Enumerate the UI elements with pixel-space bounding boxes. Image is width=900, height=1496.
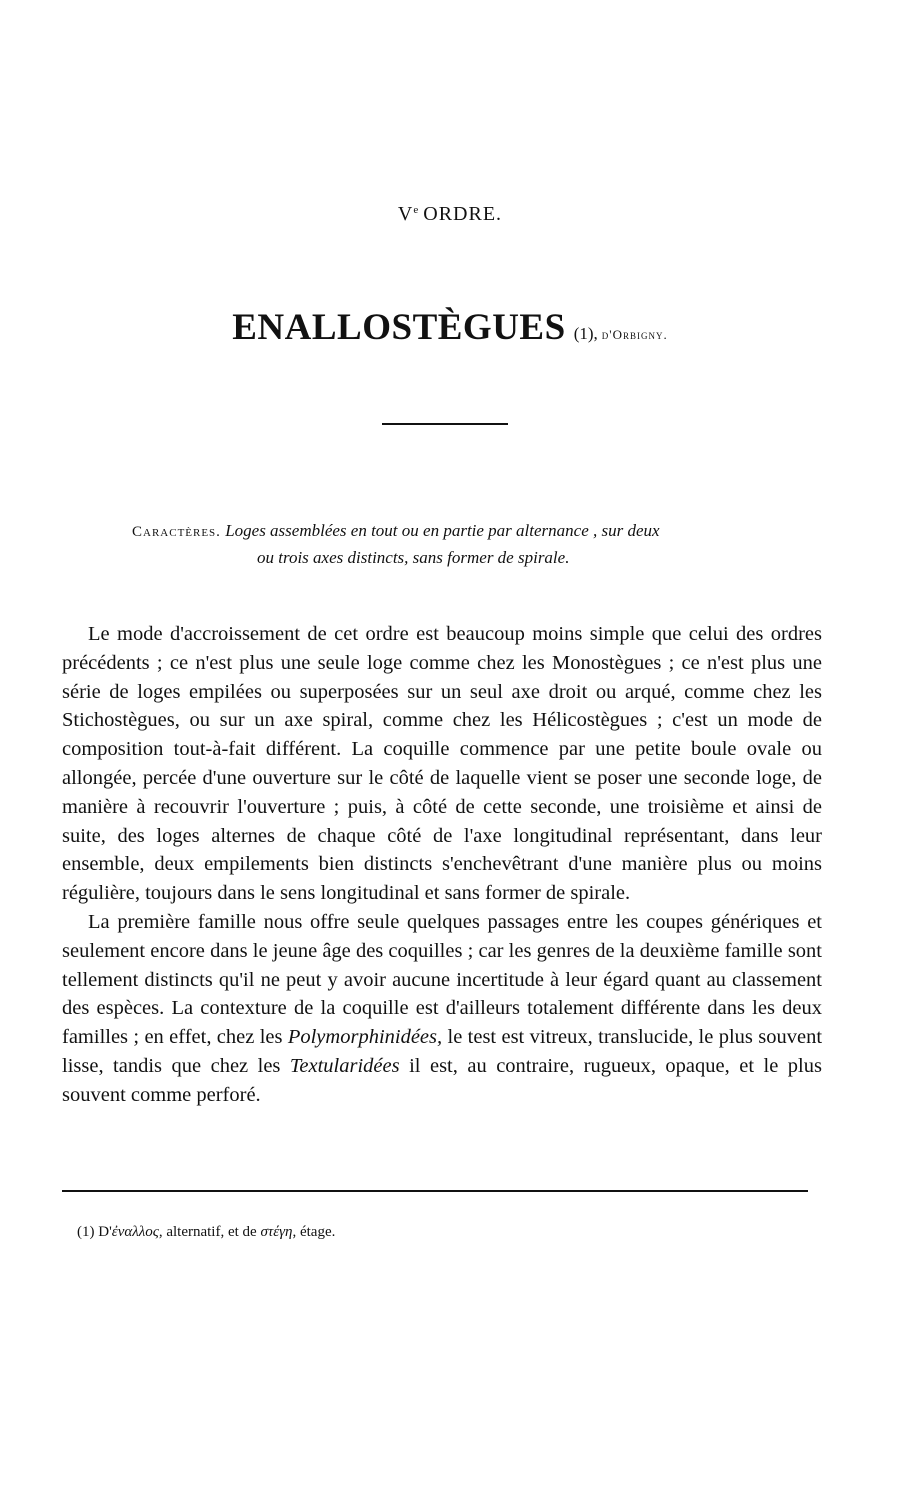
footnote-marker: (1) [77, 1224, 95, 1240]
order-label: ORDRE. [423, 203, 503, 225]
order-heading [0, 203, 900, 226]
footnote-greek-2: στέγη [260, 1224, 293, 1240]
paragraph-2-text-c: il est, au contraire, rugueux, opaque, et le plus souvent comme perforé. [62, 1054, 822, 1106]
characters-text-line1: Loges assemblées en tout ou en partie par alternance , sur deux [225, 521, 660, 540]
footnote-prefix: D' [98, 1224, 112, 1240]
paragraph-2 [62, 908, 822, 1110]
footnote-middle: , alternatif, et de [158, 1224, 261, 1240]
title-word: ENALLOSTÈGUES [232, 307, 566, 348]
title-author: d'Orbigny. [601, 327, 668, 342]
paragraph-2-text-a: La première famille nous offre seule quelques passages entre les coupes génériques et seulement encore dans le jeune âge des coquilles ; car les genres de la deuxième famille sont tellement distincts qu'il ne peut y avoir aucune incertitude à leur égard quant au classement des espèces. La contexture de la coquille est d'ailleurs totalement différente dans les deux familles ; en effet, chez les [62, 910, 822, 1049]
title-divider [382, 423, 508, 425]
characters-block [132, 518, 772, 571]
order-superscript: e [413, 204, 420, 216]
footnote [77, 1221, 777, 1243]
body-text [62, 620, 822, 1110]
characters-label: Caractères. [132, 524, 221, 540]
footnote-greek-1: ἐναλλος [111, 1224, 159, 1240]
title-footnote-ref: (1), [573, 324, 598, 343]
page-title [0, 306, 900, 349]
paragraph-2-text-b: le test est vitreux, translucide, le plus souvent lisse, tandis que chez les [62, 1026, 823, 1077]
order-numeral: V [397, 203, 414, 225]
paragraph-1: Le mode d'accroissement de cet ordre est beaucoup moins simple que celui des ordres précédents ; ce n'est plus une seule loge comme chez les Monostègues ; ce n'est plus une série de loges empilées ou superposées sur un seul axe droit ou arqué, comme chez les Stichostègues, ou sur un axe spiral, comme chez les Hélicostègues ; c'est un mode de composition tout-à-fait différent. La coquille commence par une petite boule ovale ou allongée, percée d'une ouverture sur le côté de laquelle vient se poser une seconde loge, de manière à recouvrir l'ouverture ; puis, à côté de cette seconde, une troisième et ainsi de suite, des loges alternes de chaque côté de l'axe longitudinal représentant, dans leur ensemble, deux empilements bien distincts s'enchevêtrant d'une manière plus ou moins régulière, toujours dans le sens longitudinal et sans former de spirale. [62, 623, 822, 905]
paragraph-2-italic-a: Polymorphinidées, [287, 1026, 443, 1049]
footnote-suffix: , étage. [292, 1224, 336, 1240]
footnote-divider [62, 1190, 808, 1192]
characters-text-line2: ou trois axes distincts, sans former de spirale. [257, 548, 570, 567]
paragraph-2-italic-b: Textularidées [289, 1054, 400, 1077]
